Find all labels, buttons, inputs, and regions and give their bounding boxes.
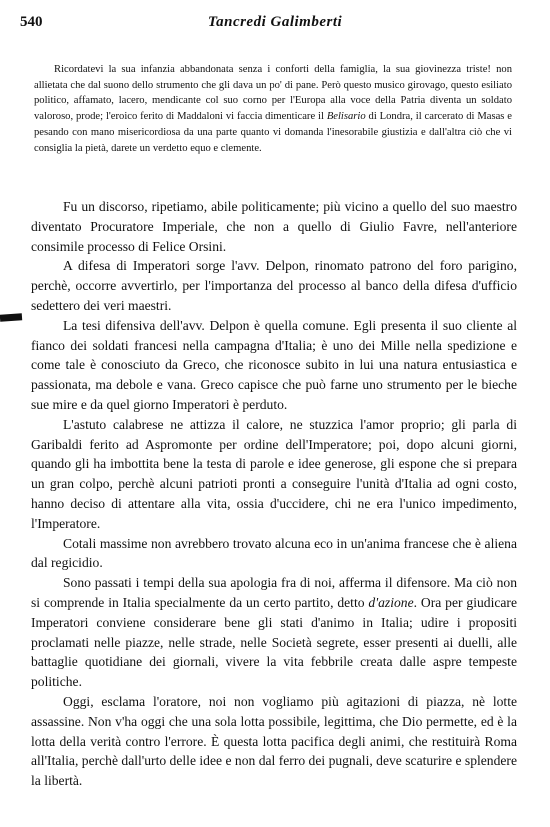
paragraph-3: La tesi difensiva dell'avv. Delpon è quella comune. Egli presenta il suo cliente al fianco dei soldati francesi nella campagna d'Italia; è uno dei Mille nella spedizione e come tale è conosciuto da Greco, che riconosce subito in lui una natura entusiastica e passionata, ma debole e vana. Greco capisce che può farne uno strumento per le bieche sue mire e da quel giorno Imperatori è perduto.: [31, 317, 517, 412]
italic-term: d'azione: [368, 594, 414, 610]
paragraph-1: Fu un discorso, ripetiamo, abile politicamente; più vicino a quello del suo maestro diventato Procuratore Imperiale, che non a quello di Giulio Favre, nell'anteriore consimile processo di Felice Orsini.: [31, 199, 517, 254]
main-text: [31, 197, 517, 791]
page-number: 540: [20, 14, 43, 30]
paragraph-5: Cotali massime non avrebbero trovato alcuna eco in un'anima francese che è aliena dal regicidio.: [31, 535, 517, 571]
paragraph-6: Sono passati i tempi della sua apologia fra di noi, afferma il difensore. Ma ciò non si comprende in Italia specialmente da un certo partito, detto d'azione. Ora per giudicare Imperatori conviene considerare bene gli stati d'animo in Italia; udire i propositi proclamati nelle piazze, nelle strade, nelle Società segrete, esser presenti ai duelli, alle battaglie quotidiane dei giornali, vivere la vita febbrile creata dalle aspre tempeste politiche.: [31, 575, 517, 690]
ink-mark: [0, 313, 22, 322]
paragraph-4: L'astuto calabrese ne attizza il calore, ne stuzzica l'amor proprio; gli parla di Garibaldi ferito ad Aspromonte per ordine dell'Imperatore; poi, dopo alcuni giorni, quando gli ha imbottita bene la testa di parole e idee generose, gli espone che si prepara un gran colpo, perchè alcuni patrioti pronti a conseguire l'unità d'Italia ad ogni costo, hanno deciso di attentare alla vita, ossia d'uccidere, chi ne era l'unico impedimento, l'Imperatore.: [31, 416, 517, 531]
quote-paragraph: Ricordatevi la sua infanzia abbandonata senza i conforti della famiglia, la sua giovinezza triste! non allietata che dal suono dello strumento che gli dava un po' di pane. Però questo musico girovago, questo esiliato politico, affamato, lacero, mendicante col suo corno per l'Europa alla voce della Patria diventa un soldato valoroso, prode; l'eroico ferito di Maddaloni vi faccia dimenticare il Belisario di Londra, il carcerato di Masas e pesando con mano misericordiosa da una parte quanto vi domanda l'inesorabile giustizia e dall'altra ciò che vi consiglia la pietà, darete un verdetto equo e clemente.: [34, 64, 512, 154]
running-head: Tancredi Galimberti: [207, 14, 343, 30]
paragraph-7: Oggi, esclama l'oratore, noi non vogliamo più agitazioni di piazza, nè lotte assassine. Non v'ha oggi che una sola lotta possibile, legittima, che Dio permette, ed è la lotta della verità contro l'errore. È questa lotta pacifica degli animi, che restituirà Roma all'Italia, perchè dall'urto delle idee e non dal ferro dei pugnali, deve scaturire e splendere la libertà.: [31, 693, 517, 789]
quoted-speech: [34, 62, 512, 156]
page-header: [0, 14, 550, 40]
italic-title: Belisario: [326, 111, 366, 123]
paragraph-2: A difesa di Imperatori sorge l'avv. Delpon, rinomato patrono del foro parigino, perchè, occorre avvertirlo, per l'importanza del processo al banco della difesa d'ufficio sedettero dei veri maestri.: [31, 258, 517, 313]
